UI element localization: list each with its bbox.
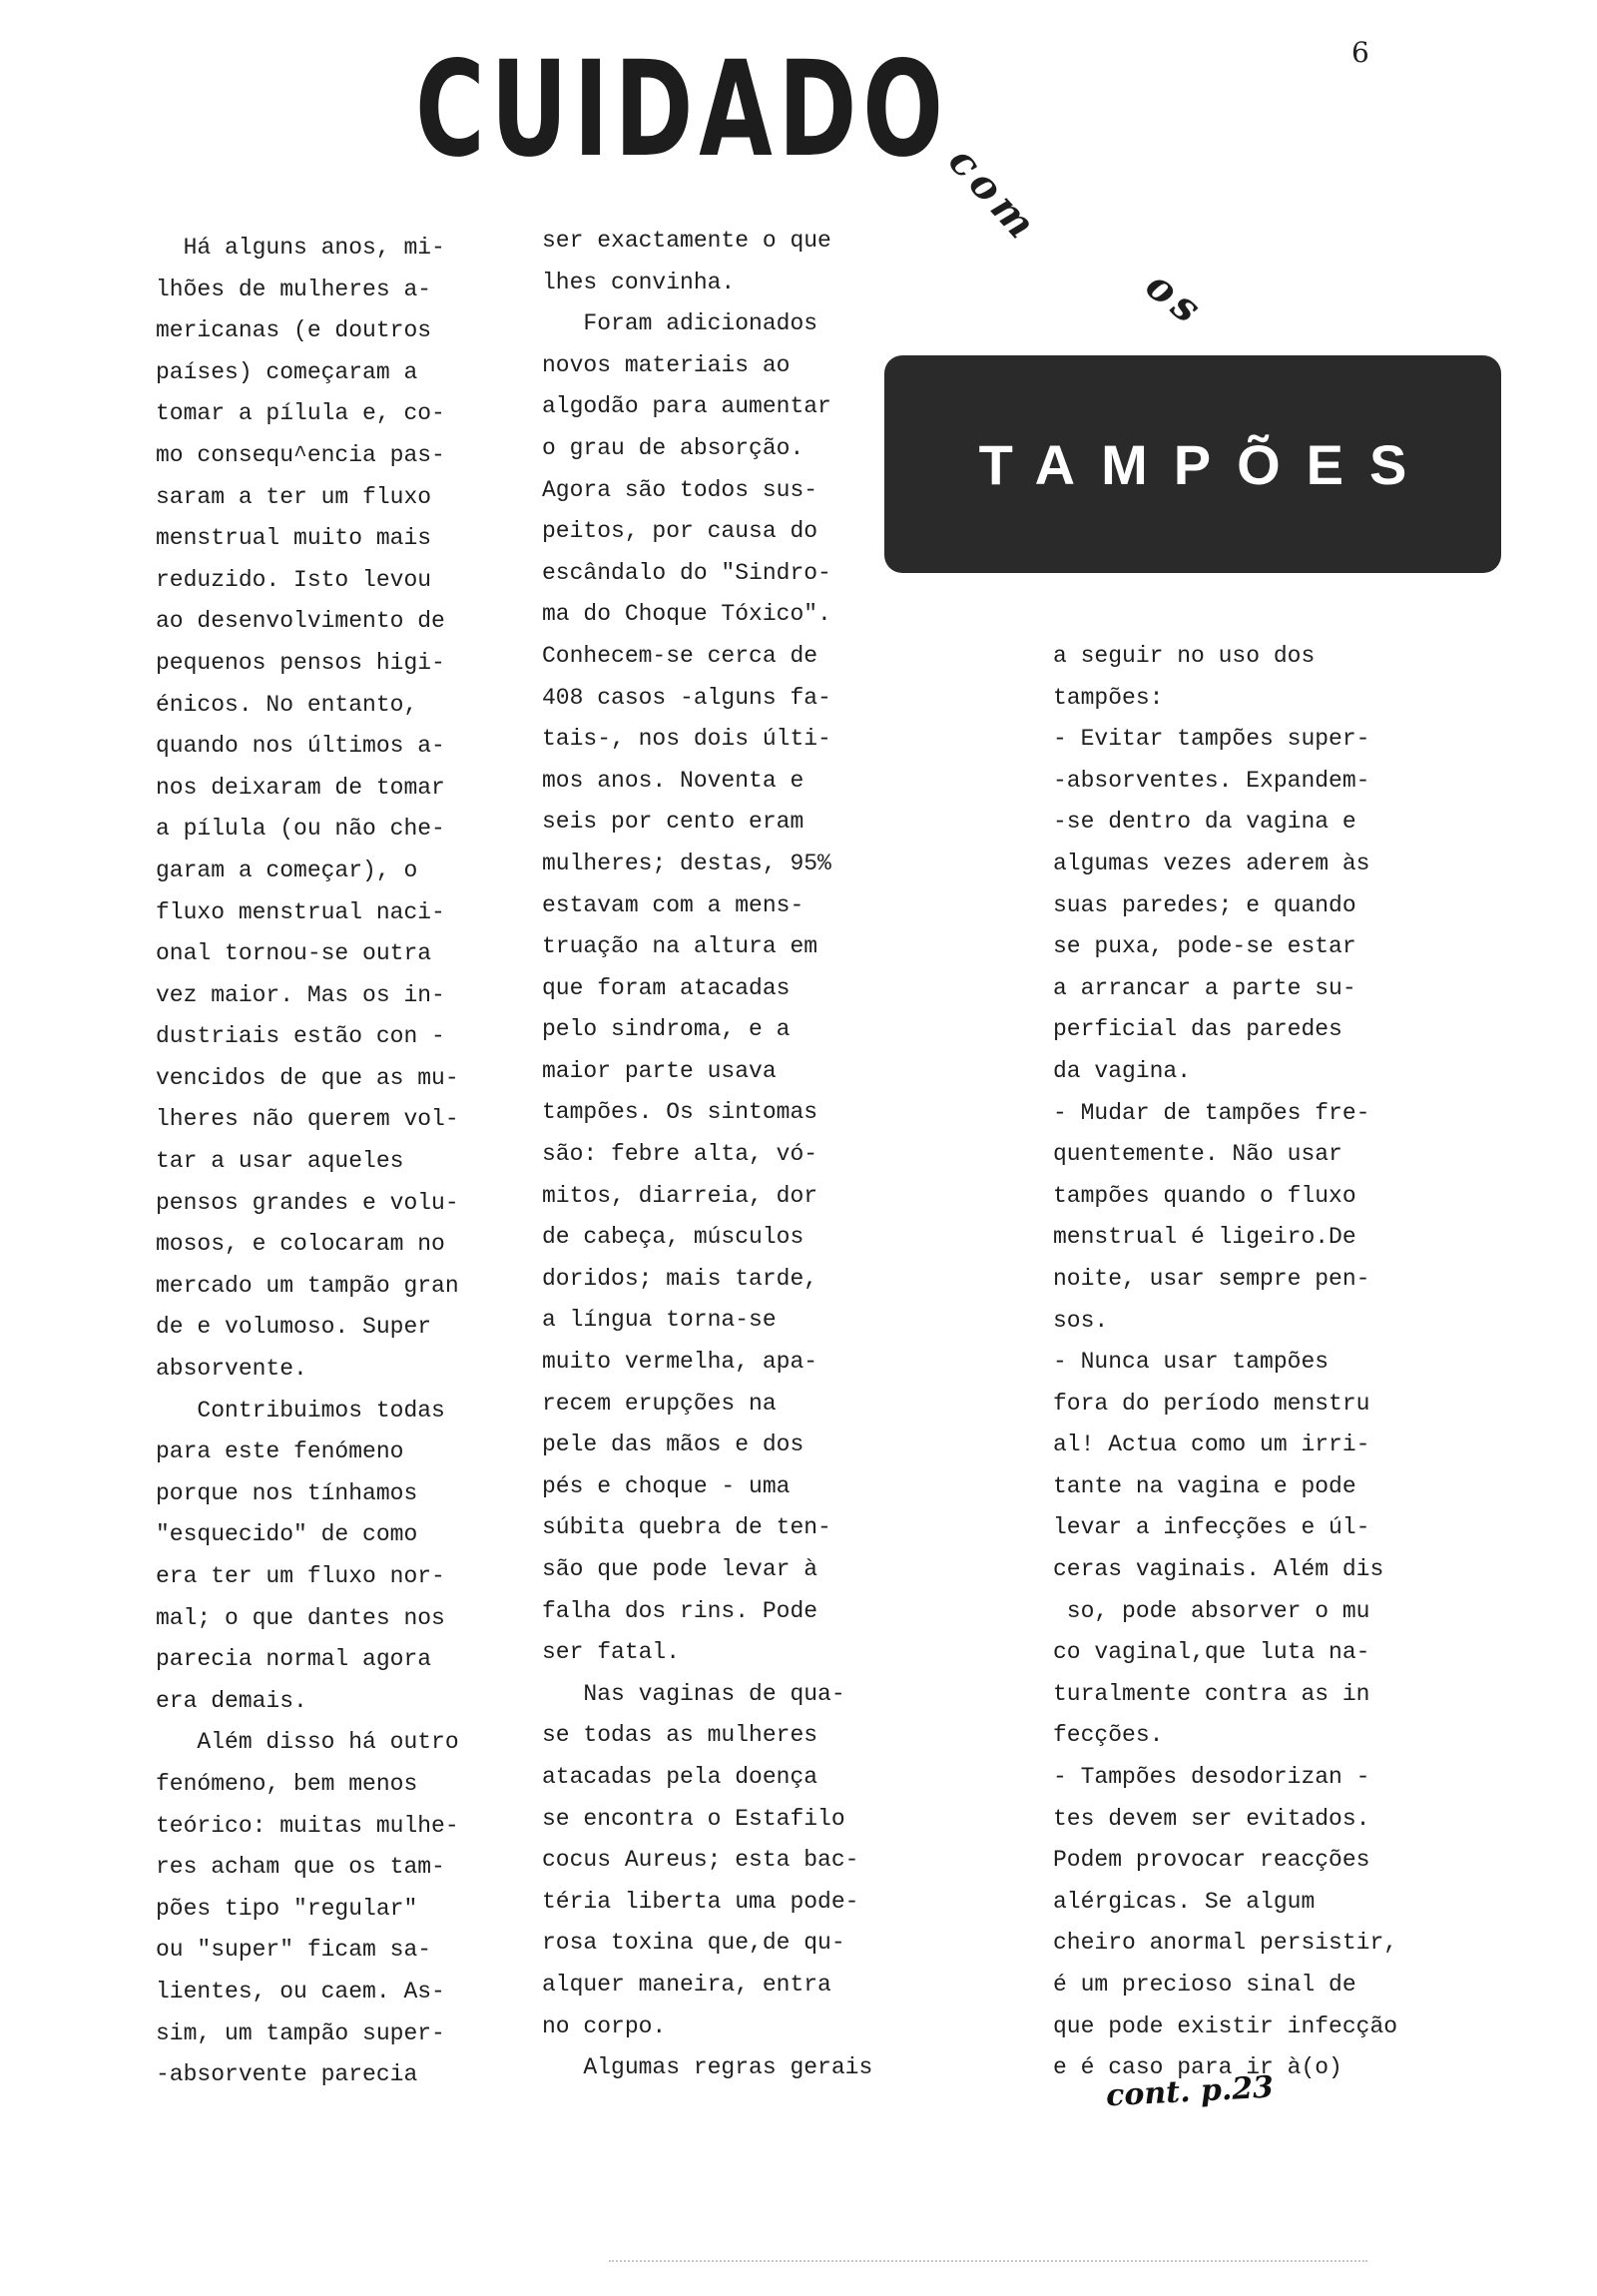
column-text-line: porque nos tínhamos	[156, 1479, 418, 1506]
title-arc-word-com: com	[939, 138, 1049, 253]
column-text-line: Conhecem-se cerca de	[542, 642, 818, 669]
column-text-line: de e volumoso. Super	[156, 1314, 432, 1341]
column-text-line: ao desenvolvimento de	[156, 608, 445, 635]
column-text-line: - Nunca usar tampões	[1053, 1349, 1330, 1376]
column-text-line: que foram atacadas	[542, 974, 791, 1001]
column-text-line: énicos. No entanto,	[156, 691, 418, 718]
column-text-line: res acham que os tam-	[156, 1854, 445, 1881]
column-text-line: para este fenómeno	[156, 1438, 404, 1465]
column-text-line: pensos grandes e volu-	[156, 1189, 459, 1216]
column-text-line: Algumas regras gerais	[542, 2054, 873, 2081]
column-text-line: lientes, ou caem. As-	[156, 1978, 445, 2005]
column-text-line: da vagina.	[1053, 1057, 1192, 1084]
column-text-line: lhões de mulheres a-	[156, 276, 432, 302]
column-text-line: levar a infecções e úl-	[1053, 1514, 1370, 1541]
column-text-line: perficial das paredes	[1053, 1016, 1342, 1043]
column-text-line: 408 casos -alguns fa-	[542, 684, 831, 711]
column-text-line: -se dentro da vagina e	[1053, 809, 1356, 836]
column-text-line: atacadas pela doença	[542, 1763, 818, 1790]
column-text-line: pés e choque - uma	[542, 1472, 791, 1499]
column-text-line: tante na vagina e pode	[1053, 1472, 1356, 1499]
title-arc-word-os: os	[1137, 262, 1215, 336]
column-text-line: fora do período menstru	[1053, 1390, 1370, 1417]
column-text-line: ou "super" ficam sa-	[156, 1937, 432, 1964]
column-text-line: súbita quebra de ten-	[542, 1514, 831, 1541]
column-text-line: garam a começar), o	[156, 857, 418, 883]
column-text-line: recem erupções na	[542, 1390, 777, 1417]
column-text-line: - Evitar tampões super-	[1053, 726, 1370, 753]
column-text-line: dustriais estão con -	[156, 1023, 445, 1050]
column-text-line: fecções.	[1053, 1722, 1164, 1749]
column-text-line: mo consequ^encia pas-	[156, 441, 445, 468]
column-text-line: tomar a pílula e, co-	[156, 400, 445, 427]
column-text-line: noite, usar sempre pen-	[1053, 1265, 1370, 1292]
column-text-line: seis por cento eram	[542, 809, 804, 836]
column-text-line: tais-, nos dois últi-	[542, 726, 831, 753]
column-text-line: -absorventes. Expandem-	[1053, 767, 1370, 794]
column-text-line: era demais.	[156, 1687, 307, 1714]
column-text-line: pelo sindroma, e a	[542, 1016, 791, 1043]
column-text-line: fluxo menstrual naci-	[156, 898, 445, 925]
column-text-line: pequenos pensos higi-	[156, 649, 445, 676]
column-text-line: Contribuimos todas	[156, 1397, 445, 1424]
title-banner-text: TAMPÕES	[978, 432, 1433, 496]
column-text-line: peitos, por causa do	[542, 518, 818, 545]
column-text-line: mal; o que dantes nos	[156, 1604, 445, 1631]
column-text-line: mosos, e colocaram no	[156, 1231, 445, 1258]
title-banner	[884, 355, 1501, 573]
column-text-line: que pode existir infecção	[1053, 2012, 1398, 2039]
column-text-line: países) começaram a	[156, 358, 418, 385]
column-text-line: fenómeno, bem menos	[156, 1770, 418, 1797]
column-text-line: cocus Aureus; esta bac-	[542, 1847, 859, 1874]
column-text-line: é um precioso sinal de	[1053, 1972, 1356, 1998]
column-text-line: suas paredes; e quando	[1053, 891, 1356, 918]
column-text-line: a arrancar a parte su-	[1053, 974, 1356, 1001]
text-column-1	[156, 228, 459, 2096]
column-text-line: são que pode levar à	[542, 1556, 818, 1582]
column-text-line: Agora são todos sus-	[542, 476, 818, 503]
column-text-line: tampões:	[1053, 684, 1164, 711]
column-text-line: se puxa, pode-se estar	[1053, 933, 1356, 960]
column-text-line: saram a ter um fluxo	[156, 483, 432, 510]
column-text-line: ma do Choque Tóxico".	[542, 601, 831, 628]
column-text-line: sim, um tampão super-	[156, 2019, 445, 2046]
column-text-line: e é caso para ir à(o)	[1053, 2054, 1342, 2081]
column-text-line: parecia normal agora	[156, 1646, 432, 1673]
column-text-line: mercado um tampão gran	[156, 1272, 459, 1299]
column-text-line: falha dos rins. Pode	[542, 1597, 818, 1624]
column-text-line: co vaginal,que luta na-	[1053, 1639, 1370, 1666]
bottom-divider	[609, 2260, 1367, 2263]
column-text-line: alquer maneira, entra	[542, 1971, 831, 1998]
column-text-line: ceras vaginais. Além dis	[1053, 1556, 1384, 1583]
column-text-line: ser fatal.	[542, 1639, 681, 1666]
column-text-line: vencidos de que as mu-	[156, 1064, 459, 1091]
column-text-line: algodão para aumentar	[542, 393, 831, 420]
page-number: 6	[1351, 36, 1369, 69]
column-text-line: absorvente.	[156, 1356, 307, 1383]
column-text-line: truação na altura em	[542, 933, 818, 960]
column-text-line: tar a usar aqueles	[156, 1148, 404, 1175]
column-text-line: ser exactamente o que	[542, 228, 831, 254]
column-text-line: turalmente contra as in	[1053, 1680, 1370, 1707]
column-text-line: rosa toxina que,de qu-	[542, 1930, 845, 1957]
column-text-line: escândalo do "Sindro-	[542, 559, 831, 586]
column-text-line: mericanas (e doutros	[156, 317, 432, 344]
column-text-line: se todas as mulheres	[542, 1722, 818, 1749]
column-text-line: onal tornou-se outra	[156, 940, 432, 967]
column-text-line: cheiro anormal persistir,	[1053, 1930, 1398, 1957]
column-text-line: quentemente. Não usar	[1053, 1141, 1342, 1168]
column-text-line: tampões. Os sintomas	[542, 1099, 818, 1126]
column-text-line: se encontra o Estafilo	[542, 1805, 845, 1832]
column-text-line: muito vermelha, apa-	[542, 1349, 818, 1376]
column-text-line: teórico: muitas mulhe-	[156, 1812, 459, 1839]
column-text-line: vez maior. Mas os in-	[156, 981, 445, 1008]
column-text-line: téria liberta uma pode-	[542, 1888, 859, 1915]
column-text-line: de cabeça, músculos	[542, 1224, 804, 1251]
column-text-line: Foram adicionados	[542, 310, 818, 337]
column-text-line: maior parte usava	[542, 1057, 777, 1084]
column-text-line: Podem provocar reacções	[1053, 1847, 1370, 1874]
column-text-line: - Mudar de tampões fre-	[1053, 1099, 1370, 1126]
column-text-line: menstrual é ligeiro.De	[1053, 1224, 1356, 1251]
column-text-line: era ter um fluxo nor-	[156, 1563, 445, 1589]
column-text-line: Há alguns anos, mi-	[156, 235, 445, 261]
text-column-3	[1053, 636, 1397, 2089]
column-text-line: Além disso há outro	[156, 1729, 459, 1756]
text-column-2	[542, 221, 872, 2089]
column-text-line: nos deixaram de tomar	[156, 774, 445, 801]
column-text-line: reduzido. Isto levou	[156, 566, 432, 593]
column-text-line: sos.	[1053, 1307, 1109, 1334]
column-text-line: pões tipo "regular"	[156, 1895, 418, 1922]
column-text-line: lhes convinha.	[542, 269, 736, 295]
column-text-line: estavam com a mens-	[542, 891, 804, 918]
column-text-line: no corpo.	[542, 2012, 667, 2039]
column-text-line: - Tampões desodorizan -	[1053, 1764, 1370, 1791]
column-text-line: o grau de absorção.	[542, 434, 804, 461]
column-text-line: lheres não querem vol-	[156, 1106, 459, 1133]
column-text-line: al! Actua como um irri-	[1053, 1432, 1370, 1458]
column-text-line: tes devem ser evitados.	[1053, 1805, 1370, 1832]
column-text-line: so, pode absorver o mu	[1053, 1597, 1370, 1624]
column-text-line: a pílula (ou não che-	[156, 816, 445, 843]
column-text-line: mulheres; destas, 95%	[542, 850, 831, 876]
column-text-line: alérgicas. Se algum	[1053, 1888, 1316, 1915]
page-title: CUIDADO	[415, 33, 949, 187]
column-text-line: menstrual muito mais	[156, 525, 432, 552]
column-text-line: tampões quando o fluxo	[1053, 1182, 1356, 1209]
column-text-line: pele das mãos e dos	[542, 1432, 804, 1458]
column-text-line: mos anos. Noventa e	[542, 767, 804, 794]
column-text-line: mitos, diarreia, dor	[542, 1182, 818, 1209]
column-text-line: algumas vezes aderem às	[1053, 850, 1370, 876]
column-text-line: doridos; mais tarde,	[542, 1265, 818, 1292]
column-text-line: são: febre alta, vó-	[542, 1141, 818, 1168]
column-text-line: "esquecido" de como	[156, 1521, 418, 1548]
column-text-line: quando nos últimos a-	[156, 733, 445, 760]
column-text-line: novos materiais ao	[542, 351, 791, 378]
column-text-line: Nas vaginas de qua-	[542, 1680, 845, 1707]
column-text-line: a língua torna-se	[542, 1307, 777, 1334]
column-text-line: -absorvente parecia	[156, 2061, 418, 2088]
column-text-line: a seguir no uso dos	[1053, 643, 1316, 669]
handwritten-continuation-note: cont. p.23	[1105, 2069, 1275, 2114]
